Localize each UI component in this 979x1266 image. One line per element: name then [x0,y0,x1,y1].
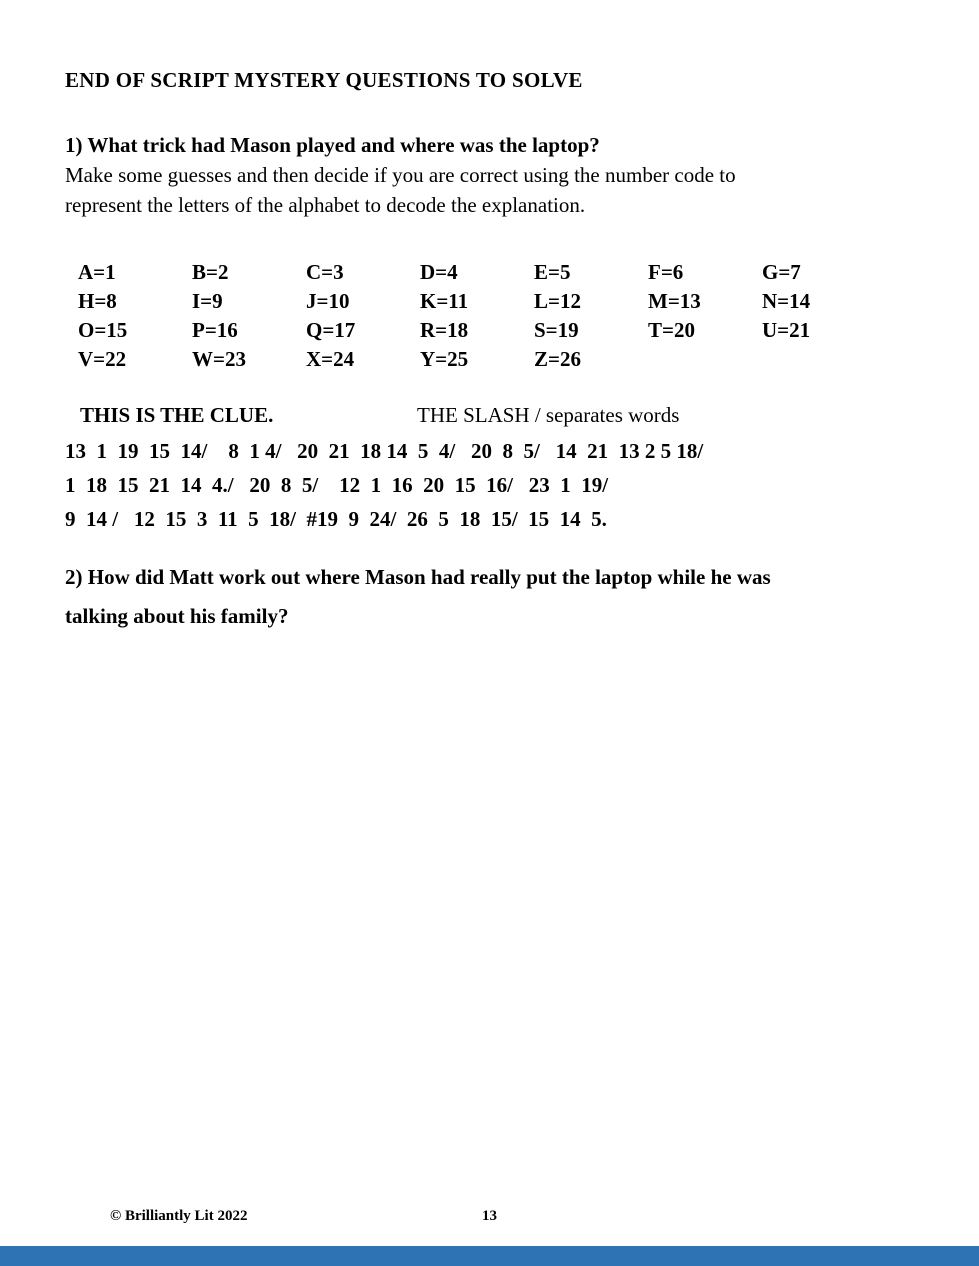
code-cell: G=7 [762,260,801,284]
code-cell: S=19 [534,318,579,342]
question-2-section [0,558,979,636]
coded-message-line-2: 1 18 15 21 14 4./ 20 8 5/ 12 1 16 20 15 16/ 23 1 19/ [65,473,609,497]
question-1-instructions-line-2: represent the letters of the alphabet to decode the explanation. [65,193,586,217]
code-cell: C=3 [306,260,344,284]
code-cell: Y=25 [420,347,469,371]
code-cell: X=24 [306,347,355,371]
code-table-row [78,345,979,374]
code-table-row [78,287,979,316]
code-table-row [78,316,979,345]
slash-note: THE SLASH / separates words [417,403,680,427]
footer-copyright: © Brilliantly Lit 2022 [110,1208,248,1224]
code-cell: O=15 [78,318,128,342]
code-cell [762,345,876,374]
question-1-title: 1) What trick had Mason played and where was the laptop? [65,133,600,157]
code-cell: L=12 [534,289,581,313]
code-cell: J=10 [306,289,350,313]
code-cell: A=1 [78,260,116,284]
code-cell: R=18 [420,318,469,342]
code-cell: H=8 [78,289,117,313]
page-number: 13 [482,1208,497,1224]
question-2-line-2: talking about his family? [65,604,289,628]
code-cell: B=2 [192,260,229,284]
code-cell: U=21 [762,318,811,342]
code-cell: V=22 [78,347,127,371]
question-1-section [0,130,979,220]
clue-label: THIS IS THE CLUE. [80,403,274,427]
alphabet-code-table [78,258,979,374]
coded-message-line-1: 13 1 19 15 14/ 8 1 4/ 20 21 18 14 5 4/ 20 8 5/ 14 21 13 2 5 18/ [65,439,704,463]
code-cell: Q=17 [306,318,356,342]
coded-message-line-3: 9 14 / 12 15 3 11 5 18/ #19 9 24/ 26 5 18 15/ 15 14 5. [65,507,607,531]
page-title: END OF SCRIPT MYSTERY QUESTIONS TO SOLVE [65,68,583,92]
code-cell: D=4 [420,260,458,284]
code-cell: T=20 [648,318,695,342]
question-1-instructions-line-1: Make some guesses and then decide if you are correct using the number code to [65,163,736,187]
code-table-row [78,258,979,287]
code-cell: I=9 [192,289,223,313]
clue-header [80,400,979,430]
coded-message [65,434,979,536]
code-cell [648,345,762,374]
code-cell: E=5 [534,260,571,284]
code-cell: K=11 [420,289,469,313]
code-cell: P=16 [192,318,238,342]
footer-accent-bar [0,1246,979,1266]
code-cell: N=14 [762,289,811,313]
code-cell: Z=26 [534,347,581,371]
code-cell: F=6 [648,260,684,284]
question-2-line-1: 2) How did Matt work out where Mason had really put the laptop while he was [65,565,771,589]
code-cell: M=13 [648,289,701,313]
code-cell: W=23 [192,347,246,371]
